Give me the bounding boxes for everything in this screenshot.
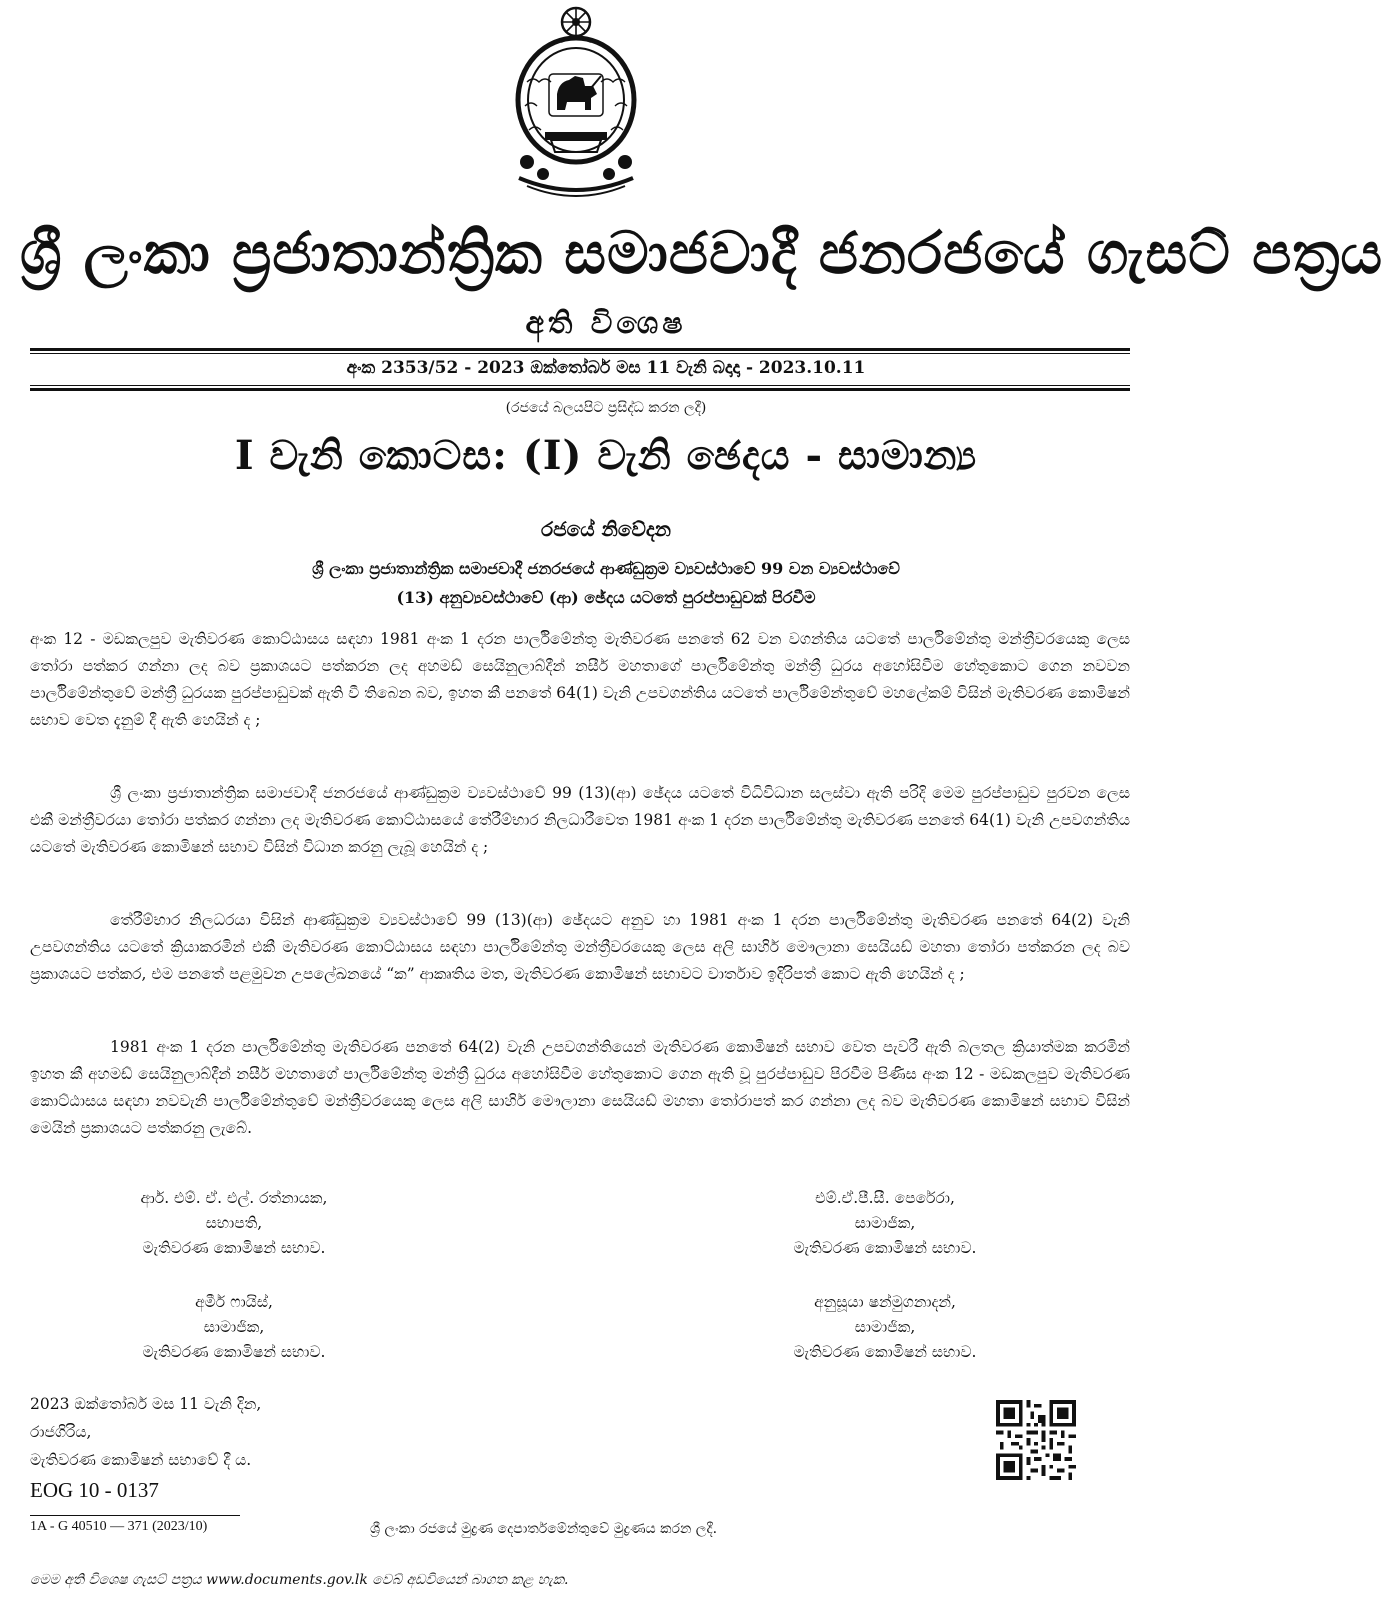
footer-divider (30, 1515, 240, 1516)
gazette-title: ශ්‍රී ලංකා ප්‍රජාතාන්ත්‍රික සමාජවාදී ජනරජයේ ගැසට් පත්‍රය (20, 219, 1383, 287)
notice-subject (150, 554, 1062, 612)
divider (30, 385, 1130, 386)
signatory-name: අමීර් ෆායිස්, (195, 1293, 273, 1311)
divider (30, 388, 1130, 391)
signatory-block (735, 1186, 1035, 1261)
notice-paragraph: අංක 12 - මඩකලපුව මැතිවරණ කොට්ඨාසය සඳහා 1981 අංක 1 දරන පාර්ලිමේන්තු මැතිවරණ පනතේ 62 වන වගන්තිය යටතේ පාර්ලිමේන්තු මන්ත්‍රීවරයෙකු ලෙස තෝරා පත්කර ගන්නා ලද බව ප්‍රකාශයට පත්කරන ලද අහමඩ් සෙයිනුලාබ්දීන් නසීර් මහතාගේ පාර්ලිමේන්තු මන්ත්‍රී ධුරය අහෝසිවීම හේතුකොට ගෙන නවවන පාර්ලිමේන්තුවේ මන්ත්‍රී ධුරයක පුරප්පාඩුවක් ඇති වී තිබෙන බව, ඉහත කී පනතේ 64(1) වැනි උපවගන්තිය යටතේ පාර්ලිමේන්තුවේ මහලේකම් විසින් මැතිවරණ කොමිෂන් සභාව වෙත දැනුම් දී ඇති හෙයින් ද ; (30, 630, 1130, 729)
notice-title: රජයේ නිවේදන (541, 517, 671, 541)
gazette-edition: අති විශෙෂ (525, 306, 687, 341)
signatory-body: මැතිවරණ කොමිෂන් සභාව. (793, 1239, 977, 1257)
signatory-name: එම්.ඒ.පී.සී. පෙරේරා, (815, 1189, 955, 1207)
notice-date: 2023 ඔක්තෝබර් මස 11 වැනි දින, (30, 1395, 262, 1413)
signatory-body: මැතිවරණ කොමිෂන් සභාව. (142, 1239, 326, 1257)
part-heading: I වැනි කොටස: (I) වැනි ඡෙදය - සාමාන්‍ය (234, 432, 978, 479)
signatory-block (84, 1186, 384, 1261)
notice-subject-line: (13) අනුව්‍යවස්ථාවේ (ආ) ඡේදය යටතේ පුරප්පාඩුවක් පිරවීම (396, 588, 816, 607)
notice-paragraph: ශ්‍රී ලංකා ප්‍රජාතාන්ත්‍රික සමාජවාදී ජනරජයේ ආණ්ඩුක්‍රම ව්‍යවස්ථාවේ 99 (13)(ආ) ඡේදය යටතේ විධිවිධාන සලස්වා ඇති පරිදි මෙම පුරප්පාඩුව පුරවන ලෙස එකී මන්ත්‍රීවරයා තෝරා පත්කර ගන්නා ලද මැතිවරණ කොට්ඨාසයේ තේරීම්භාර නිලධාරීවෙත 1981 අංක 1 දරන පාර්ලිමේන්තු මැතිවරණ පනතේ 64(1) වැනි උපවගන්තිය යටතේ මැතිවරණ කොමිෂන් සභාව විසින් විධාන කරනු ලැබූ හෙයින් ද ; (30, 784, 1130, 856)
publication-authority: (රජයේ බලයපිට ප්‍රසිද්ධ කරන ලදී) (505, 400, 707, 416)
signatory-role: සාමාජික, (854, 1214, 916, 1232)
signatory-role: සාමාජික, (203, 1318, 265, 1336)
signatory-body: මැතිවරණ කොමිෂන් සභාව. (793, 1343, 977, 1361)
issue-line: අංක 2353/52 - 2023 ඔක්තෝබර් මස 11 වැනි බදාදා - 2023.10.11 (346, 358, 866, 378)
signatory-block (735, 1290, 1035, 1365)
signatory-role: සාමාජික, (854, 1318, 916, 1336)
qr-code-icon (996, 1400, 1076, 1480)
sri-lanka-state-emblem-icon (505, 2, 647, 196)
notice-subject-line: ශ්‍රී ලංකා ප්‍රජාතාන්ත්‍රික සමාජවාදී ජනරජයේ ආණ්ඩුක්‍රම ව්‍යවස්ථාවේ 99 වන ව්‍යවස්ථාවේ (312, 559, 900, 578)
divider (30, 353, 1130, 354)
signatory-name: අනුසූයා ෂන්මුගනාදන්, (814, 1293, 956, 1311)
signatory-block (84, 1290, 384, 1365)
notice-paragraph: තේරීම්භාර නිලධරයා විසින් ආණ්ඩුක්‍රම ව්‍යවස්ථාවේ 99 (13)(ආ) ඡේදයට අනුව හා 1981 අංක 1 දරන පාර්ලිමේන්තු මැතිවරණ පනතේ 64(2) වැනි උපවගන්තිය යටතේ ක්‍රියාකරමින් එකී මැතිවරණ කොට්ඨාසය සඳහා පාර්ලිමේන්තු මන්ත්‍රීවරයෙකු ලෙස අලි සාහිර් මෞලානා සෙයියඩ් මහතා තෝරා පත්කරන ලද බව ප්‍රකාශයට පත්කර, එම පනතේ පළමුවන උපලේඛනයේ “ක” ආකෘතිය මත, මැතිවරණ කොමිෂන් සභාවට වාර්තාව ඉදිරිපත් කොට ඇති හෙයින් ද ; (30, 911, 1130, 983)
signatory-body: මැතිවරණ කොමිෂන් සභාව. (142, 1343, 326, 1361)
date-place-block (30, 1390, 450, 1474)
notice-paragraph: 1981 අංක 1 දරන පාර්ලිමේන්තු මැතිවරණ පනතේ 64(2) වැනි උපවගන්තියෙන් මැතිවරණ කොමිෂන් සභාව වෙත පැවරී ඇති බලතල ක්‍රියාත්මක කරමින් ඉහත කී අහමඩ් සෙයිනුලාබ්දීන් නසීර් මහතාගේ පාර්ලිමේන්තු මන්ත්‍රී ධුරය අහෝසිවීම හේතුකොට ගෙන ඇති වූ පුරප්පාඩුව පිරවීම පිණිස අංක 12 - මඩකලපුව මැතිවරණ කොට්ඨාසය සඳහා නවවැනි පාර්ලිමේන්තුවේ මන්ත්‍රීවරයෙකු ලෙස අලි සාහිර් මෞලානා සෙයියඩ් මහතා තෝරාපත් කර ගන්නා ලද බව මැතිවරණ කොමිෂන් සභාව විසින් මෙයින් ප්‍රකාශයට පත්කරනු ලැබේ. (30, 1038, 1131, 1137)
eog-code: EOG 10 - 0137 (30, 1478, 159, 1502)
signatory-role: සභාපති, (205, 1214, 263, 1232)
footer-web-note: මෙම අති විශෙෂ ගැසට් පත්‍රය www.documents.gov.lk වෙබ් අඩවියෙන් බාගත කළ හැක. (30, 1572, 569, 1588)
footer-print-code: 1A - G 40510 — 371 (2023/10) (30, 1519, 208, 1534)
notice-place: රාජගිරිය, (30, 1423, 92, 1441)
footer-printed-by: ශ්‍රී ලංකා රජයේ මුද්‍රණ දෙපාර්තමේන්තුවේ මුද්‍රණය කරන ලදී. (370, 1521, 718, 1537)
signatory-name: ආර්. එම්. ඒ. එල්. රත්නායක, (140, 1189, 328, 1207)
divider (30, 348, 1130, 351)
notice-office: මැතිවරණ කොමිෂන් සභාවේ දී ය. (30, 1451, 252, 1469)
